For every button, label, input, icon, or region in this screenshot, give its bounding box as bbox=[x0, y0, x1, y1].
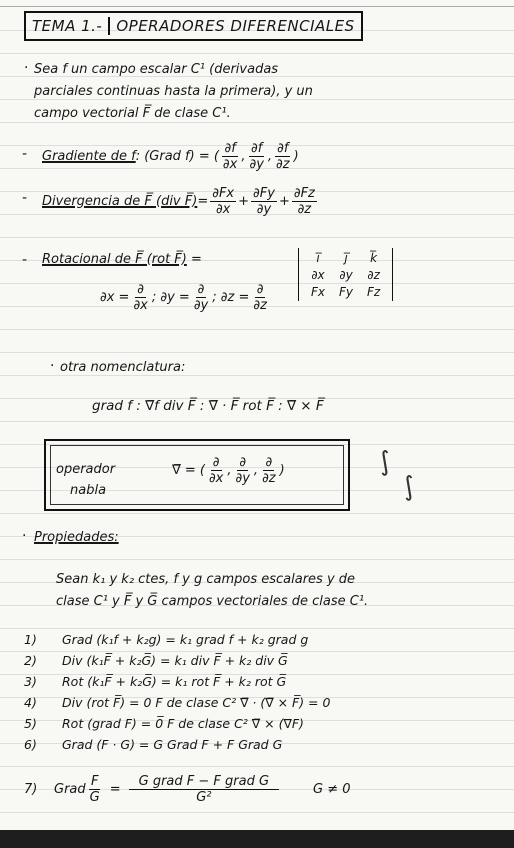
intro-line-1: Sea f un campo escalar C¹ (derivadas bbox=[34, 62, 279, 77]
property-item bbox=[24, 632, 308, 647]
property-number: 3) bbox=[24, 674, 37, 689]
fraction: $\frac{\partial}{\partial z}$ bbox=[253, 282, 267, 313]
property-text: Div (rot F̅) = 0 F de clase C² ∇̅ · (∇̅ × F̅) = 0 bbox=[62, 695, 331, 710]
fraction: $\frac{\partial}{\partial x}$ bbox=[133, 282, 148, 313]
page-title bbox=[24, 11, 363, 41]
margin-scribble: ∫ bbox=[375, 445, 395, 479]
fraction: $\frac{\partial}{\partial y}$ bbox=[235, 455, 250, 486]
fraction: $\frac{\partial f}{\partial z}$ bbox=[276, 141, 290, 172]
property-text: Grad (k₁f + k₂g) = k₁ grad f + k₂ grad g bbox=[62, 632, 309, 647]
title-number: TEMA 1.- bbox=[32, 17, 110, 35]
bullet: · bbox=[24, 60, 29, 76]
property-text: Rot (grad F) = 0̅ F de clase C² ∇̅ × (∇F) bbox=[62, 716, 304, 731]
top-rule bbox=[0, 6, 514, 7]
fraction: $\frac{\partial f}{\partial y}$ bbox=[249, 141, 264, 172]
nabla-label-1: operador bbox=[56, 462, 116, 477]
property-7: 7) Grad $\frac{F}{G}$ = $\frac{\text{G grad F − F grad G}}{\text{G²}}$ G ≠ 0 bbox=[24, 774, 351, 805]
property-text: Div (k₁F̅ + k₂G̅) = k₁ div F̅ + k₂ div G̅ bbox=[62, 653, 288, 668]
rotational-definition bbox=[42, 252, 202, 267]
property-number: 5) bbox=[24, 716, 37, 731]
property-item bbox=[24, 737, 282, 752]
fraction: $\frac{\partial}{\partial z}$ bbox=[262, 455, 276, 486]
property-text: Rot (k₁F̅ + k₂G̅) = k₁ rot F̅ + k₂ rot G̅ bbox=[62, 674, 287, 689]
nomenclature-line: grad f : ∇̅f div F̅ : ∇̅ · F̅ rot F̅ : ∇̅ × F̅ bbox=[92, 398, 324, 414]
bullet: · bbox=[50, 358, 55, 374]
fraction: $\frac{\partial Fx}{\partial x}$ bbox=[212, 186, 235, 217]
partial-operators: ∂x = $\frac{\partial}{\partial x}$ ; ∂y = $\frac{\partial}{\partial y}$ ; ∂z = $\frac{\partial}{\partial z}$ bbox=[100, 282, 267, 313]
property-item bbox=[24, 674, 286, 689]
gradient-definition: Gradiente de f : (Grad f) = ( $\frac{\partial f}{\partial x}$ , $\frac{\partial f}{\partial y}$ , $\frac{\partial f}{\partial z}$ ) bbox=[42, 141, 299, 172]
fraction: $\frac{F}{G}$ bbox=[89, 774, 100, 805]
nomenclature-heading: otra nomenclatura: bbox=[60, 360, 186, 375]
margin-scribble: ∫ bbox=[399, 470, 419, 504]
rotational-label: Rotacional de F̅ (rot F̅) bbox=[42, 252, 187, 267]
fraction: $\frac{\partial}{\partial y}$ bbox=[193, 282, 209, 313]
rotational-rest: = bbox=[191, 252, 202, 267]
scan-edge bbox=[0, 830, 514, 848]
intro-line-3: campo vectorial F̅ de clase C¹. bbox=[34, 106, 231, 121]
title-text: OPERADORES DIFERENCIALES bbox=[116, 17, 355, 35]
fraction: $\frac{\partial Fy}{\partial y}$ bbox=[253, 186, 275, 217]
nabla-label-2: nabla bbox=[70, 483, 107, 498]
divergence-label: Divergencia de F̅ (div F̅) bbox=[42, 194, 198, 209]
fraction: $\frac{\text{G grad F − F grad G}}{\text{G²}}$ bbox=[129, 774, 279, 805]
nabla-expression: ∇̅ = ( $\frac{\partial}{\partial x}$ , $\frac{\partial}{\partial y}$ , $\frac{\partial}{\partial z}$ ) bbox=[172, 455, 285, 486]
property-item bbox=[24, 653, 288, 668]
intro-line-2: parciales continuas hasta la primera), y un bbox=[34, 84, 313, 99]
properties-intro-1: Sean k₁ y k₂ ctes, f y g campos escalares y de bbox=[56, 572, 356, 587]
property-number: 4) bbox=[24, 695, 37, 710]
dash: - bbox=[22, 252, 28, 268]
property-number: 1) bbox=[24, 632, 37, 647]
property-number: 2) bbox=[24, 653, 37, 668]
properties-heading: Propiedades: bbox=[34, 530, 119, 545]
dash: - bbox=[22, 146, 28, 162]
property-item bbox=[24, 695, 330, 710]
dash: - bbox=[22, 190, 28, 206]
properties-intro-2: clase C¹ y F̅ y G̅ campos vectoriales de clase C¹. bbox=[56, 594, 369, 609]
bullet: · bbox=[22, 528, 27, 544]
fraction: $\frac{\partial Fz}{\partial z}$ bbox=[293, 186, 315, 217]
fraction: $\frac{\partial f}{\partial x}$ bbox=[222, 141, 238, 172]
fraction: $\frac{\partial}{\partial x}$ bbox=[208, 455, 224, 486]
gradient-rest: : (Grad f) = ( bbox=[135, 149, 219, 164]
property-number: 6) bbox=[24, 737, 37, 752]
rotational-determinant: i̅ j̅ k̅ ∂x ∂y ∂z Fx Fy Fz bbox=[298, 248, 393, 301]
divergence-rest: = bbox=[197, 194, 209, 209]
property-item bbox=[24, 716, 304, 731]
gradient-label: Gradiente de f bbox=[42, 149, 136, 164]
property-text: Grad (F · G) = G Grad F + F Grad G bbox=[62, 737, 283, 752]
divergence-definition: Divergencia de F̅ (div F̅) = $\frac{\partial Fx}{\partial x}$ + $\frac{\partial Fy}{\partial y}$ + $\frac{\partial Fz}{\partial z}$ bbox=[42, 186, 315, 217]
